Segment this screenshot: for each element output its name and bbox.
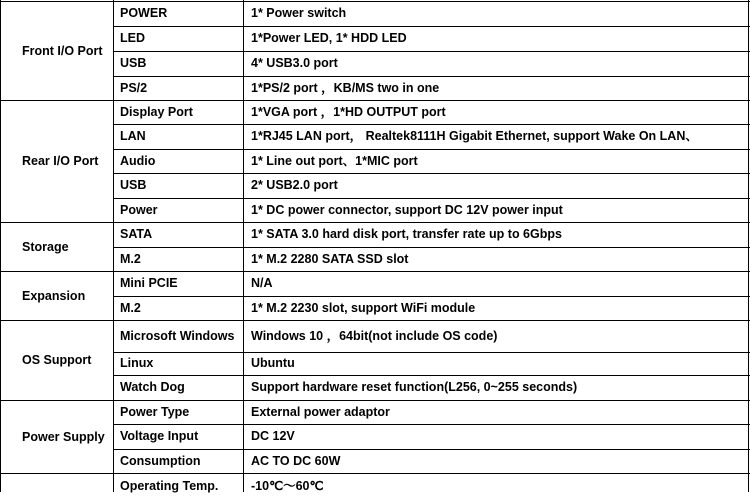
row-divider (113, 375, 750, 376)
column-divider (243, 0, 244, 492)
spec-value: Windows 10 ，64bit(not include OS code) (251, 328, 498, 343)
row-divider (113, 149, 750, 150)
spec-value: 1*RJ45 LAN port， Realtek8111H Gigabit Ethernet, support Wake On LAN、 (251, 129, 698, 143)
row-divider (113, 296, 750, 297)
row-divider (113, 26, 750, 27)
row-divider (113, 352, 750, 353)
spec-label: USB (120, 56, 147, 70)
spec-label: Power (120, 202, 158, 217)
spec-label: LED (120, 31, 145, 45)
group-label: Expansion (22, 288, 86, 303)
spec-label: Linux (120, 356, 154, 370)
group-label (0, 473, 113, 499)
spec-label: POWER (120, 6, 168, 20)
row-divider (113, 247, 750, 248)
row-divider (113, 424, 750, 425)
spec-value: 4* USB3.0 port (251, 56, 338, 70)
spec-label: Audio (120, 153, 156, 168)
spec-label: PS/2 (120, 80, 148, 95)
spec-label: Consumption (120, 453, 201, 468)
spec-value: N/A (251, 276, 273, 290)
spec-value: 2* USB2.0 port (251, 178, 338, 192)
row-divider (113, 449, 750, 450)
spec-label: Operating Temp. (120, 478, 219, 493)
spec-value: 1*PS/2 port ，KB/MS two in one (251, 80, 440, 95)
spec-value: External power adaptor (251, 404, 390, 419)
row-divider (113, 51, 750, 52)
spec-value: 1* DC power connector, support DC 12V power input (251, 202, 563, 217)
spec-label: Power Type (120, 404, 190, 419)
column-divider (748, 0, 749, 492)
group-label: Rear I/O Port (22, 154, 99, 168)
spec-value: -10℃～60℃ (251, 478, 324, 493)
spec-value: Ubuntu (251, 356, 295, 370)
spec-value: 1* M.2 2230 slot, support WiFi module (251, 300, 476, 315)
spec-value: 1* Line out port、1*MIC port (251, 153, 418, 168)
spec-value: 1*Power LED, 1* HDD LED (251, 31, 407, 45)
column-divider (113, 0, 114, 492)
spec-label: USB (120, 178, 147, 192)
group-label: OS Support (22, 353, 92, 367)
spec-value: 1*VGA port ，1*HD OUTPUT port (251, 104, 446, 119)
group-label: Storage (22, 239, 69, 254)
row-divider (113, 76, 750, 77)
group-label: Front I/O Port (22, 43, 103, 58)
spec-value: 1* Power switch (251, 6, 347, 20)
spec-label: SATA (120, 227, 153, 241)
row-divider (113, 198, 750, 199)
spec-label: Watch Dog (120, 380, 185, 394)
spec-label: Display Port (120, 104, 193, 119)
spec-label: Microsoft Windows (120, 328, 235, 343)
spec-label: Voltage Input (120, 429, 199, 443)
spec-label: Mini PCIE (120, 276, 178, 290)
spec-value: 1* SATA 3.0 hard disk port, transfer rate up to 6Gbps (251, 227, 562, 241)
spec-value: Support hardware reset function(L256, 0~255 seconds) (251, 380, 578, 394)
spec-label: LAN (120, 129, 146, 143)
column-divider (0, 0, 1, 492)
spec-label: M.2 (120, 251, 141, 266)
spec-label: M.2 (120, 300, 141, 315)
spec-value: 1* M.2 2280 SATA SSD slot (251, 251, 409, 266)
row-divider (113, 173, 750, 174)
group-label: Power Supply (22, 429, 105, 444)
spec-value: AC TO DC 60W (251, 453, 341, 468)
row-divider (113, 124, 750, 125)
spec-value: DC 12V (251, 429, 295, 443)
